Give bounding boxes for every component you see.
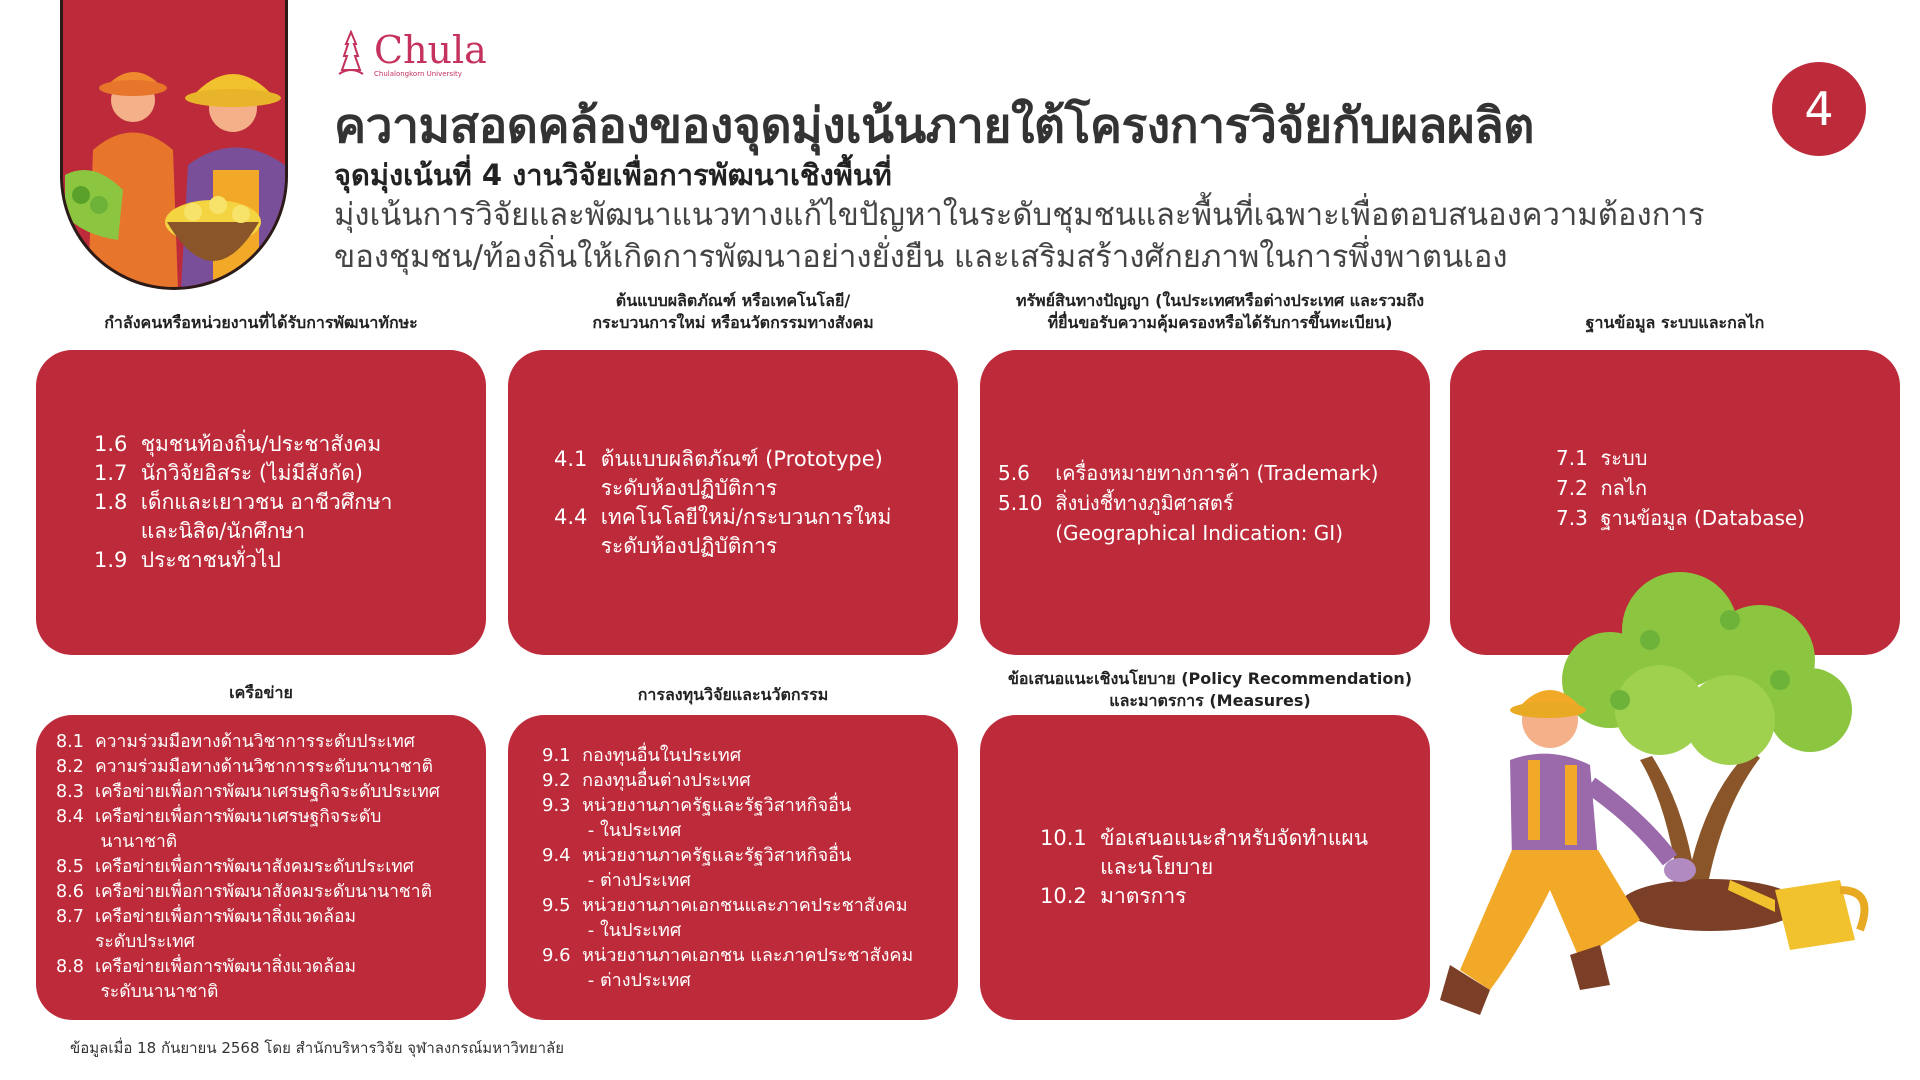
card-item: 8.6 เครือข่ายเพื่อการพัฒนาสังคมระดับนานาชาติ bbox=[56, 882, 432, 902]
card-item: 10.1 ข้อเสนอแนะสำหรับจัดทำแผน bbox=[1040, 826, 1369, 850]
card-item: 7.2 กลไก bbox=[1556, 475, 1648, 500]
chula-emblem-icon bbox=[336, 30, 366, 78]
description-line: ของชุมชน/ท้องถิ่นให้เกิดการพัฒนาอย่างยั่งยืน และเสริมสร้างศักยภาพในการพึ่งพาตนเอง bbox=[334, 239, 1508, 275]
description bbox=[334, 194, 1784, 278]
card-item: - ในประเทศ bbox=[542, 819, 682, 841]
card-item: - ต่างประเทศ bbox=[542, 869, 691, 891]
chula-logo bbox=[336, 27, 487, 78]
card-network bbox=[36, 715, 486, 1020]
description-line: มุ่งเน้นการวิจัยและพัฒนาแนวทางแก้ไขปัญหาในระดับชุมชนและพื้นที่เฉพาะเพื่อตอบสนองความต้องการ bbox=[334, 197, 1705, 233]
card-item: 9.2 กองทุนอื่นต่างประเทศ bbox=[542, 769, 751, 791]
card-item: 1.6 ชุมชนท้องถิ่น/ประชาสังคม bbox=[94, 432, 382, 456]
card-item: 8.7 เครือข่ายเพื่อการพัฒนาสิ่งแวดล้อม bbox=[56, 907, 357, 927]
card-item: 9.5 หน่วยงานภาคเอกชนและภาคประชาสังคม bbox=[542, 894, 908, 916]
card-item: 4.4 เทคโนโลยีใหม่/กระบวนการใหม่ bbox=[554, 504, 892, 529]
card-item: (Geographical Indication: GI) bbox=[998, 520, 1344, 545]
card-item: - ในประเทศ bbox=[542, 919, 682, 941]
card-item: 5.6 เครื่องหมายทางการค้า (Trademark) bbox=[998, 460, 1379, 485]
card-item: ระดับห้องปฏิบัติการ bbox=[554, 533, 778, 558]
card-item: 1.7 นักวิจัยอิสระ (ไม่มีสังกัด) bbox=[94, 461, 363, 485]
card-item: 4.1 ต้นแบบผลิตภัณฑ์ (Prototype) bbox=[554, 446, 883, 471]
farmers-illustration bbox=[60, 0, 288, 290]
card-item: 8.5 เครือข่ายเพื่อการพัฒนาสังคมระดับประเทศ bbox=[56, 857, 414, 877]
card-item: - ต่างประเทศ bbox=[542, 969, 691, 991]
card-item: 7.1 ระบบ bbox=[1556, 445, 1648, 470]
card-item: 7.3 ฐานข้อมูล (Database) bbox=[1556, 505, 1805, 530]
logo-name: Chula bbox=[374, 27, 487, 72]
card-heading-prototype: ต้นแบบผลิตภัณฑ์ หรือเทคโนโลยี/ กระบวนการใหม่ หรือนวัตกรรมทางสังคม bbox=[592, 291, 874, 332]
card-item: 8.4 เครือข่ายเพื่อการพัฒนาเศรษฐกิจระดับ bbox=[56, 807, 382, 827]
card-item: 8.3 เครือข่ายเพื่อการพัฒนาเศรษฐกิจระดับประเทศ bbox=[56, 782, 440, 802]
card-heading-network: เครือข่าย bbox=[229, 683, 293, 702]
card-item: 8.1 ความร่วมมือทางด้านวิชาการระดับประเทศ bbox=[56, 732, 415, 752]
page-subtitle: จุดมุ่งเน้นที่ 4 งานวิจัยเพื่อการพัฒนาเชิงพื้นที่ bbox=[334, 158, 892, 192]
card-item: และนโยบาย bbox=[1040, 855, 1214, 879]
card-item: 9.4 หน่วยงานภาครัฐและรัฐวิสาหกิจอื่น bbox=[542, 844, 852, 866]
card-investment bbox=[508, 715, 958, 1020]
card-item: 10.2 มาตรการ bbox=[1040, 884, 1187, 908]
card-item: 9.1 กองทุนอื่นในประเทศ bbox=[542, 744, 742, 766]
card-item: 5.10 สิ่งบ่งชี้ทางภูมิศาสตร์ bbox=[998, 490, 1234, 515]
card-item: 9.3 หน่วยงานภาครัฐและรัฐวิสาหกิจอื่น bbox=[542, 794, 852, 816]
card-prototype bbox=[508, 350, 958, 655]
card-heading-ip: ทรัพย์สินทางปัญญา (ในประเทศหรือต่างประเทศ และรวมถึง ที่ยื่นขอรับความคุ้มครองหรือได้รับการขึ้นทะเบียน) bbox=[1015, 291, 1425, 332]
card-ip bbox=[980, 350, 1430, 655]
card-heading-skills: กำลังคนหรือหน่วยงานที่ได้รับการพัฒนาทักษะ bbox=[104, 313, 418, 332]
focus-number-badge: 4 bbox=[1772, 62, 1866, 156]
card-heading-investment: การลงทุนวิจัยและนวัตกรรม bbox=[637, 685, 829, 704]
card-item: ระดับห้องปฏิบัติการ bbox=[554, 475, 778, 500]
card-item: 8.8 เครือข่ายเพื่อการพัฒนาสิ่งแวดล้อม bbox=[56, 957, 357, 977]
card-item: 1.8 เด็กและเยาวชน อาชีวศึกษา bbox=[94, 490, 393, 514]
page-title: ความสอดคล้องของจุดมุ่งเน้นภายใต้โครงการวิจัยกับผลผลิต bbox=[334, 98, 1534, 154]
card-item: 8.2 ความร่วมมือทางด้านวิชาการระดับนานาชาติ bbox=[56, 757, 433, 777]
card-heading-database: ฐานข้อมูล ระบบและกลไก bbox=[1585, 313, 1765, 332]
card-heading-policy: ข้อเสนอแนะเชิงนโยบาย (Policy Recommendation) และมาตรการ (Measures) bbox=[1007, 669, 1413, 710]
card-item: และนิสิต/นักศึกษา bbox=[94, 519, 306, 543]
card-item: 9.6 หน่วยงานภาคเอกชน และภาคประชาสังคม bbox=[542, 944, 914, 966]
card-item: ระดับนานาชาติ bbox=[56, 982, 219, 1002]
card-item: นานาชาติ bbox=[56, 832, 178, 852]
card-skills bbox=[36, 350, 486, 655]
logo-subtitle: Chulalongkorn University bbox=[374, 69, 462, 78]
gardener-illustration bbox=[1430, 560, 1900, 1060]
card-policy bbox=[980, 715, 1430, 1020]
card-item: 1.9 ประชาชนทั่วไป bbox=[94, 548, 281, 572]
footer-note: ข้อมูลเมื่อ 18 กันยายน 2568 โดย สำนักบริหารวิจัย จุฬาลงกรณ์มหาวิทยาลัย bbox=[70, 1039, 565, 1057]
card-item: ระดับประเทศ bbox=[56, 932, 195, 952]
